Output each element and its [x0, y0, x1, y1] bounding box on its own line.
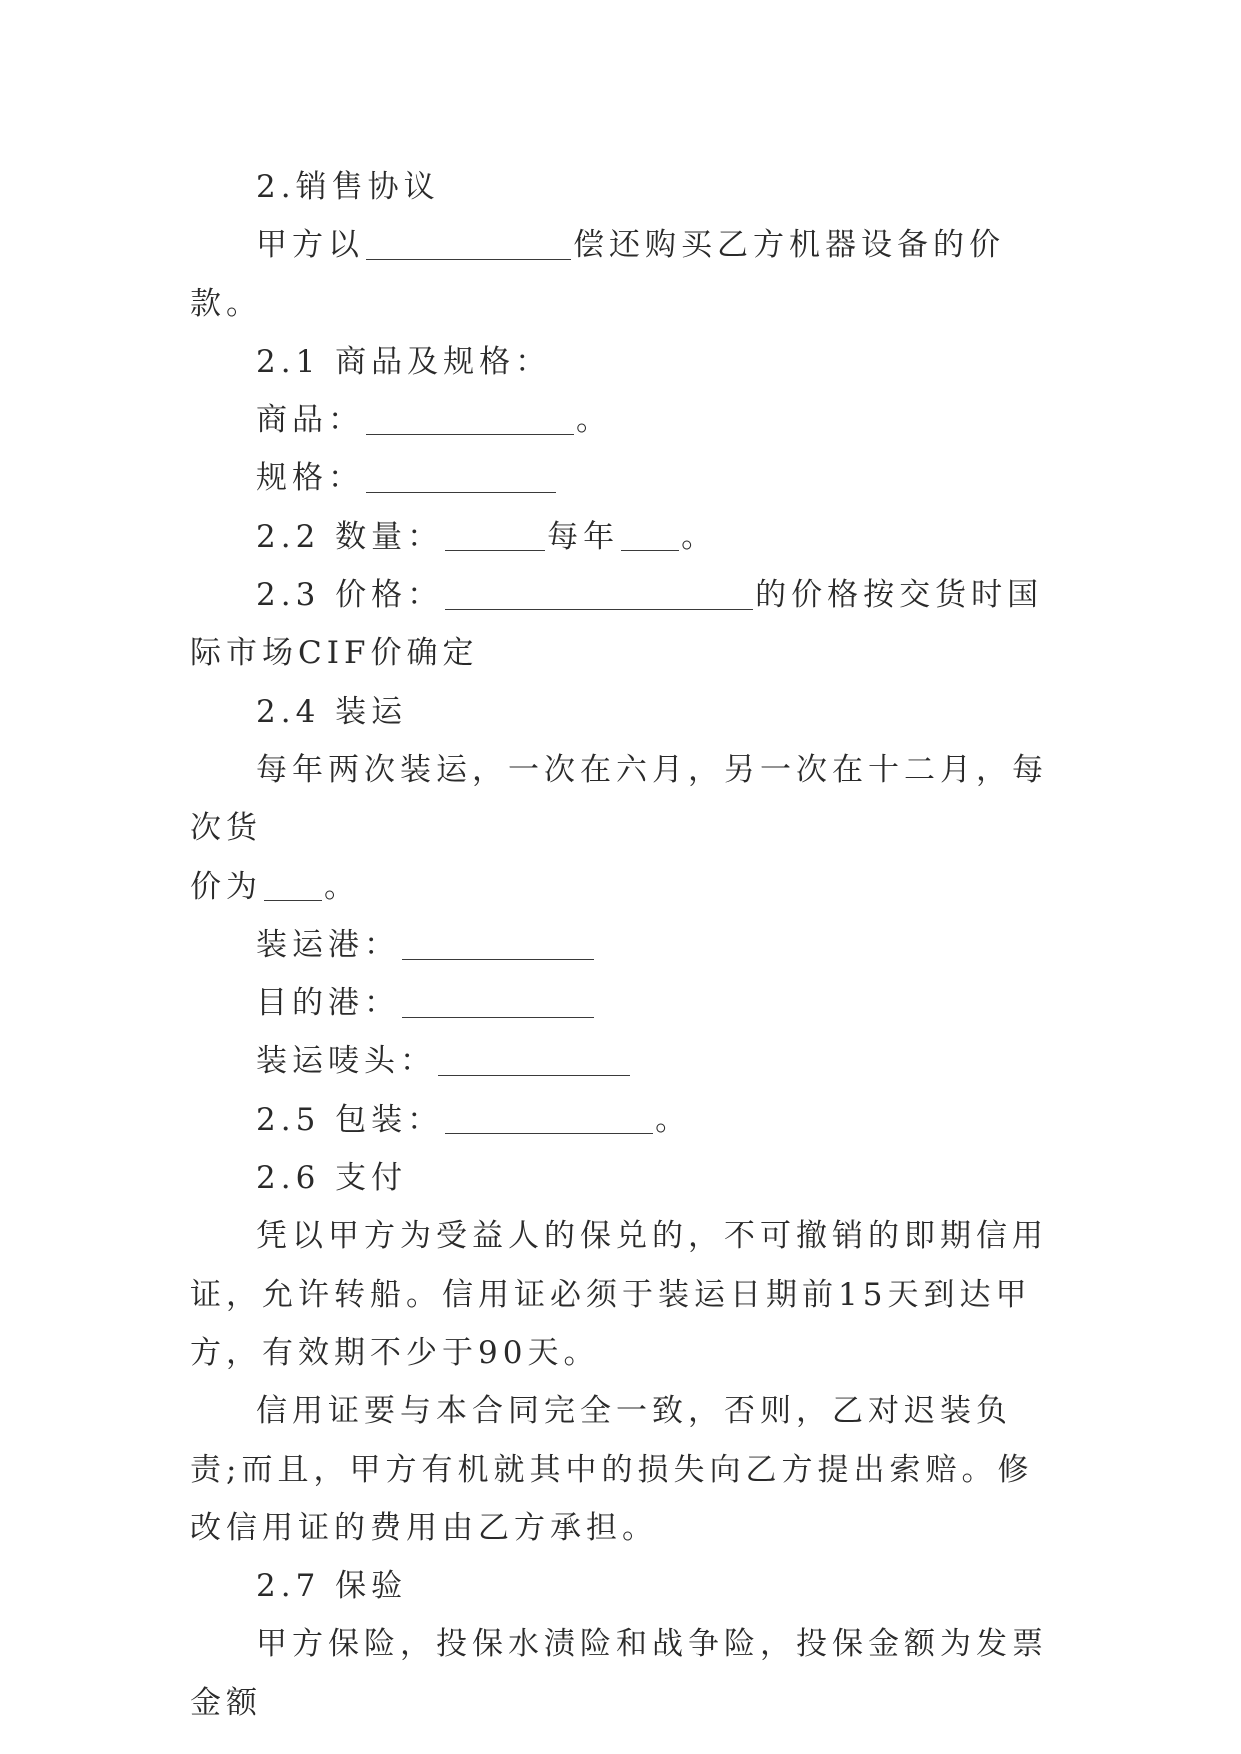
blank-shipment-value — [264, 869, 322, 901]
section-2-7-title: 2.7 保验 — [256, 1568, 408, 1605]
payment-paragraph: 凭以甲方为受益人的保兑的，不可撤销的即期信用证，允许转船。信用证必须于装运日期前15天到达甲方，有效期不少于90天。 — [190, 1218, 1048, 1371]
blank-price — [445, 578, 753, 610]
section-2-6-title: 2.6 支付 — [256, 1160, 408, 1197]
blank-quantity — [445, 519, 545, 551]
lc-paragraph: 信用证要与本合同完全一致，否则，乙对迟装负责;而且，甲方有机就其中的损失向乙方提出索赔。修改信用证的费用由乙方承担。 — [190, 1393, 1034, 1546]
blank-spec — [366, 461, 556, 493]
price-line-cont: 际市场CIF价确定 — [190, 635, 479, 672]
blank-quantity-yearly — [621, 519, 679, 551]
port-destination-line: 目的港： — [190, 974, 1050, 1032]
section-2-1-title: 2.1 商品及规格： — [256, 343, 552, 380]
port-loading-line: 装运港： — [190, 916, 1050, 974]
blank-shipping-mark — [438, 1044, 630, 1076]
shipment-text-cont: 价为 。 — [190, 868, 360, 905]
document-body — [190, 158, 1050, 1732]
insurance-paragraph: 甲方保险，投保水渍险和战争险，投保金额为发票金额 — [190, 1626, 1048, 1721]
packing-line: 2.5 包装： 。 — [256, 1101, 692, 1138]
blank-port-destination — [402, 986, 594, 1018]
price-line: 2.3 价格： 的价格按交货时国 — [256, 577, 1044, 614]
blank-packing — [445, 1102, 653, 1134]
quantity-line: 2.2 数量： 每年 。 — [256, 518, 718, 555]
shipping-mark-line: 装运唛头： — [190, 1032, 1050, 1090]
section-2-intro: 甲方以 偿还购买乙方机器设备的价款。 — [190, 227, 1005, 322]
blank-port-loading — [402, 928, 594, 960]
blank-goods — [366, 403, 574, 435]
shipment-text: 每年两次装运，一次在六月，另一次在十二月，每次货 — [190, 751, 1048, 847]
spec-line: 规格： — [190, 449, 1050, 507]
section-2-title: 2.销售协议 — [256, 169, 440, 205]
goods-line: 商品： 。 — [256, 402, 612, 439]
section-2-4-title: 2.4 装运 — [256, 693, 408, 730]
blank-payment-method — [366, 228, 571, 260]
